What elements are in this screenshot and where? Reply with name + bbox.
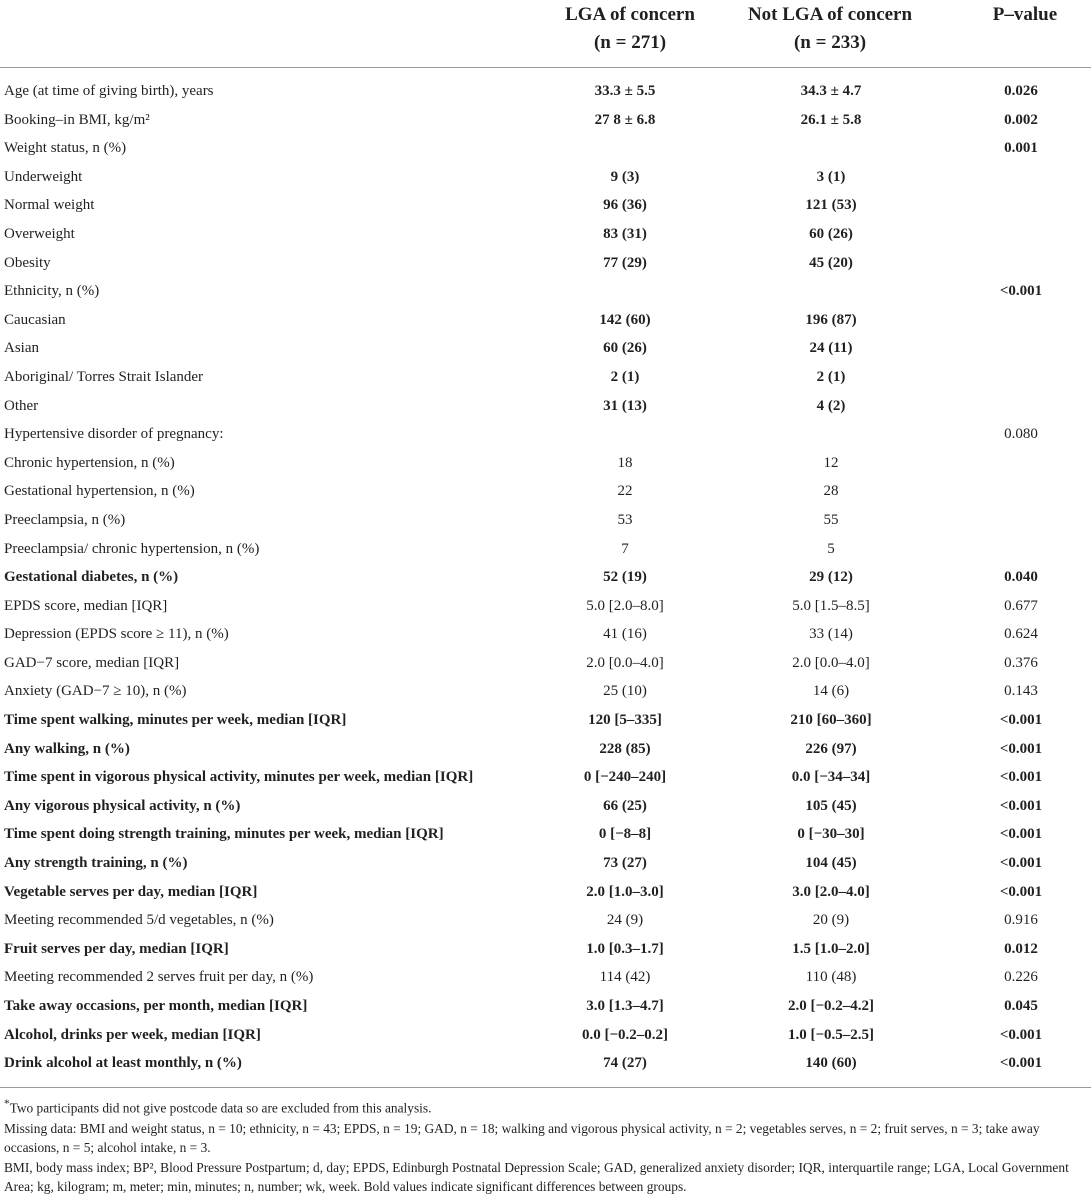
header-pvalue <box>960 0 1090 66</box>
table-row <box>0 649 1091 678</box>
row-not-lga-value: 2.0 [−0.2–4.2] <box>787 998 875 1014</box>
table-row <box>0 563 1091 592</box>
row-pvalue: <0.001 <box>999 826 1043 843</box>
row-not-lga-value: 12 <box>823 454 839 471</box>
row-lga-value: 3.0 [1.3–4.7] <box>586 998 664 1014</box>
header-rule <box>0 67 1091 68</box>
row-not-lga-value: 226 (97) <box>805 740 857 757</box>
row-lga-value: 96 (36) <box>603 197 647 214</box>
row-pvalue: 0.001 <box>1004 140 1038 157</box>
table-row <box>0 992 1091 1021</box>
row-label: Aboriginal/ Torres Strait Islander <box>4 368 204 385</box>
table-row <box>0 306 1091 335</box>
header-pvalue-label: P–value <box>992 4 1058 25</box>
row-lga-value: 5.0 [2.0–8.0] <box>586 597 664 614</box>
table-row <box>0 334 1091 363</box>
table-row <box>0 363 1091 392</box>
row-label: Vegetable serves per day, median [IQR] <box>4 883 258 900</box>
table-row <box>0 963 1091 992</box>
table-row <box>0 249 1091 278</box>
row-lga-value: 120 [5–335] <box>588 712 662 729</box>
table-row <box>0 878 1091 907</box>
row-not-lga-value: 1.0 [−0.5–2.5] <box>787 1026 875 1043</box>
row-label: Hypertensive disorder of pregnancy: <box>4 426 224 443</box>
row-pvalue: <0.001 <box>999 712 1043 729</box>
row-not-lga-value: 110 (48) <box>805 969 857 986</box>
table-footnotes <box>4 1095 1088 1198</box>
table-row <box>0 620 1091 649</box>
row-lga-value: 27 8 ± 6.8 <box>594 111 656 128</box>
row-not-lga-value: 2.0 [0.0–4.0] <box>792 654 870 671</box>
row-lga-value: 2.0 [1.0–3.0] <box>586 883 664 900</box>
row-pvalue: <0.001 <box>999 797 1043 814</box>
row-lga-value: 18 <box>617 454 633 471</box>
row-label: Meeting recommended 5/d vegetables, n (%) <box>4 912 274 929</box>
footnote-marker: * <box>4 1098 10 1110</box>
header-not-lga-title: Not LGA of concern <box>747 4 913 25</box>
table-row <box>0 420 1091 449</box>
table-row <box>0 477 1091 506</box>
row-not-lga-value: 2 (1) <box>816 368 846 385</box>
header-not-lga-of-concern <box>720 0 940 66</box>
table-row <box>0 849 1091 878</box>
row-label: Normal weight <box>4 197 95 214</box>
row-lga-value: 22 <box>617 483 633 500</box>
row-not-lga-value: 14 (6) <box>812 683 850 700</box>
header-lga-title: LGA of concern <box>565 4 695 25</box>
footnote-missing-data: Missing data: BMI and weight status, n = 10; ethnicity, n = 43; EPDS, n = 19; GAD, n = 18; walking and vigorous physical activity, n = 2; vegetables serves, n = 2; fruit serves, n = 3; take away occasions, n = 5; alcohol intake, n = 3. <box>4 1121 1040 1155</box>
row-lga-value: 53 <box>617 511 633 528</box>
row-lga-value: 2 (1) <box>610 368 640 385</box>
row-lga-value: 0 [−240–240] <box>583 769 667 786</box>
row-pvalue: <0.001 <box>999 855 1043 872</box>
footnote-postcode-text: Two participants did not give postcode data so are excluded from this analysis. <box>9 1100 432 1116</box>
row-label: GAD−7 score, median [IQR] <box>4 654 180 671</box>
row-pvalue: <0.001 <box>999 1026 1043 1043</box>
table-row <box>0 735 1091 764</box>
row-label: Caucasian <box>4 311 66 328</box>
table-row <box>0 1049 1091 1078</box>
row-pvalue: <0.001 <box>999 1055 1043 1072</box>
header-lga-n: (n = 271) <box>593 32 667 53</box>
row-not-lga-value: 29 (12) <box>809 569 853 586</box>
row-not-lga-value: 55 <box>823 511 839 528</box>
row-label: Take away occasions, per month, median [IQR] <box>4 998 308 1014</box>
row-lga-value: 114 (42) <box>599 969 651 986</box>
row-pvalue: 0.040 <box>1004 569 1038 586</box>
row-label: Any strength training, n (%) <box>4 855 188 872</box>
row-label: Alcohol, drinks per week, median [IQR] <box>4 1026 261 1043</box>
table-row <box>0 1021 1091 1050</box>
table-row <box>0 792 1091 821</box>
footnote-postcode <box>4 1095 1088 1118</box>
row-lga-value: 31 (13) <box>603 397 647 414</box>
row-lga-value: 41 (16) <box>603 626 647 643</box>
table-row <box>0 535 1091 564</box>
row-pvalue: 0.012 <box>1004 940 1038 957</box>
row-pvalue: 0.916 <box>1004 912 1038 929</box>
row-not-lga-value: 1.5 [1.0–2.0] <box>792 940 870 957</box>
row-lga-value: 60 (26) <box>603 340 647 357</box>
row-lga-value: 7 <box>621 540 629 557</box>
row-label: Other <box>4 397 39 414</box>
row-not-lga-value: 3 (1) <box>816 168 846 185</box>
table-row <box>0 163 1091 192</box>
table-row <box>0 449 1091 478</box>
row-label: Obesity <box>4 254 51 271</box>
row-not-lga-value: 3.0 [2.0–4.0] <box>792 883 870 900</box>
table-row <box>0 191 1091 220</box>
row-lga-value: 24 (9) <box>606 912 644 929</box>
row-not-lga-value: 5 <box>827 540 835 557</box>
row-pvalue: <0.001 <box>999 283 1043 300</box>
row-not-lga-value: 28 <box>823 483 839 500</box>
row-label: Age (at time of giving birth), years <box>4 83 214 99</box>
row-not-lga-value: 33 (14) <box>809 626 853 643</box>
row-pvalue: 0.677 <box>1004 597 1038 614</box>
table-body <box>0 77 1091 1078</box>
row-label: Time spent doing strength training, minutes per week, median [IQR] <box>4 826 444 843</box>
row-lga-value: 228 (85) <box>599 740 651 757</box>
row-pvalue: 0.045 <box>1004 998 1038 1014</box>
row-lga-value: 77 (29) <box>603 254 647 271</box>
footer-rule <box>0 1087 1091 1088</box>
row-label: Time spent walking, minutes per week, median [IQR] <box>4 712 347 729</box>
table-row <box>0 106 1091 135</box>
row-label: Gestational diabetes, n (%) <box>4 569 179 586</box>
row-lga-value: 142 (60) <box>599 311 651 328</box>
row-lga-value: 52 (19) <box>603 569 647 586</box>
row-not-lga-value: 105 (45) <box>805 797 857 814</box>
row-lga-value: 74 (27) <box>603 1055 647 1072</box>
row-pvalue: 0.026 <box>1004 83 1038 99</box>
row-pvalue: <0.001 <box>999 883 1043 900</box>
row-lga-value: 25 (10) <box>603 683 647 700</box>
row-label: Any walking, n (%) <box>4 740 130 757</box>
table-row <box>0 220 1091 249</box>
table-row <box>0 134 1091 163</box>
row-label: Underweight <box>4 168 83 185</box>
row-lga-value: 83 (31) <box>603 225 647 242</box>
row-not-lga-value: 121 (53) <box>805 197 857 214</box>
table-row <box>0 763 1091 792</box>
row-not-lga-value: 60 (26) <box>809 225 853 242</box>
row-label: Overweight <box>4 225 75 242</box>
row-label: Depression (EPDS score ≥ 11), n (%) <box>4 626 229 643</box>
row-label: Ethnicity, n (%) <box>4 283 100 300</box>
row-lga-value: 0 [−8–8] <box>598 826 652 843</box>
header-not-lga-n: (n = 233) <box>793 32 867 53</box>
row-label: Drink alcohol at least monthly, n (%) <box>4 1055 242 1072</box>
table-row <box>0 935 1091 964</box>
row-label: Asian <box>4 340 39 357</box>
row-not-lga-value: 140 (60) <box>805 1055 857 1072</box>
row-label: Meeting recommended 2 serves fruit per day, n (%) <box>4 969 314 986</box>
row-not-lga-value: 20 (9) <box>812 912 850 929</box>
row-label: EPDS score, median [IQR] <box>4 597 168 614</box>
row-label: Weight status, n (%) <box>4 140 127 157</box>
row-not-lga-value: 24 (11) <box>809 340 853 357</box>
row-label: Time spent in vigorous physical activity, minutes per week, median [IQR] <box>4 769 474 786</box>
table-row <box>0 677 1091 706</box>
row-label: Preeclampsia, n (%) <box>4 511 126 528</box>
row-pvalue: 0.143 <box>1004 683 1038 700</box>
row-pvalue: 0.226 <box>1004 969 1038 986</box>
row-label: Fruit serves per day, median [IQR] <box>4 940 229 957</box>
row-not-lga-value: 0.0 [−34–34] <box>791 769 871 786</box>
row-lga-value: 33.3 ± 5.5 <box>594 83 656 99</box>
row-lga-value: 0.0 [−0.2–0.2] <box>581 1026 669 1043</box>
table-row <box>0 906 1091 935</box>
row-label: Gestational hypertension, n (%) <box>4 483 195 500</box>
row-not-lga-value: 210 [60–360] <box>790 712 872 729</box>
row-pvalue: <0.001 <box>999 740 1043 757</box>
row-label: Chronic hypertension, n (%) <box>4 454 175 471</box>
row-label: Booking–in BMI, kg/m² <box>4 111 150 128</box>
row-not-lga-value: 4 (2) <box>816 397 846 414</box>
row-pvalue: 0.376 <box>1004 654 1038 671</box>
table-row <box>0 277 1091 306</box>
row-lga-value: 73 (27) <box>603 855 647 872</box>
row-pvalue: 0.624 <box>1004 626 1038 643</box>
footnote-abbreviations: BMI, body mass index; BP², Blood Pressure Postpartum; d, day; EPDS, Edinburgh Postnatal Depression Scale; GAD, generalized anxiety disorder; IQR, interquartile range; LGA, Local Government Area; kg, kilogram; m, meter; min, minutes; n, number; wk, week. Bold values indicate significant differences between groups. <box>4 1160 1069 1194</box>
row-lga-value: 2.0 [0.0–4.0] <box>586 654 664 671</box>
table-row <box>0 506 1091 535</box>
row-lga-value: 1.0 [0.3–1.7] <box>586 940 664 957</box>
table-row <box>0 77 1091 106</box>
row-not-lga-value: 5.0 [1.5–8.5] <box>792 597 870 614</box>
row-not-lga-value: 34.3 ± 4.7 <box>800 83 862 99</box>
row-label: Any vigorous physical activity, n (%) <box>4 797 241 814</box>
row-not-lga-value: 0 [−30–30] <box>797 826 865 843</box>
table-row <box>0 392 1091 421</box>
row-lga-value: 66 (25) <box>603 797 647 814</box>
row-lga-value: 9 (3) <box>610 168 640 185</box>
row-label: Anxiety (GAD−7 ≥ 10), n (%) <box>4 683 187 700</box>
table-row <box>0 706 1091 735</box>
header-lga-of-concern <box>530 0 730 66</box>
row-label: Preeclampsia/ chronic hypertension, n (%) <box>4 540 260 557</box>
table-row <box>0 820 1091 849</box>
row-not-lga-value: 196 (87) <box>805 311 857 328</box>
table-row <box>0 592 1091 621</box>
row-pvalue: 0.002 <box>1004 111 1038 128</box>
row-not-lga-value: 104 (45) <box>805 855 857 872</box>
row-pvalue: <0.001 <box>999 769 1043 786</box>
row-not-lga-value: 45 (20) <box>809 254 853 271</box>
row-not-lga-value: 26.1 ± 5.8 <box>800 111 862 128</box>
row-pvalue: 0.080 <box>1004 426 1038 443</box>
